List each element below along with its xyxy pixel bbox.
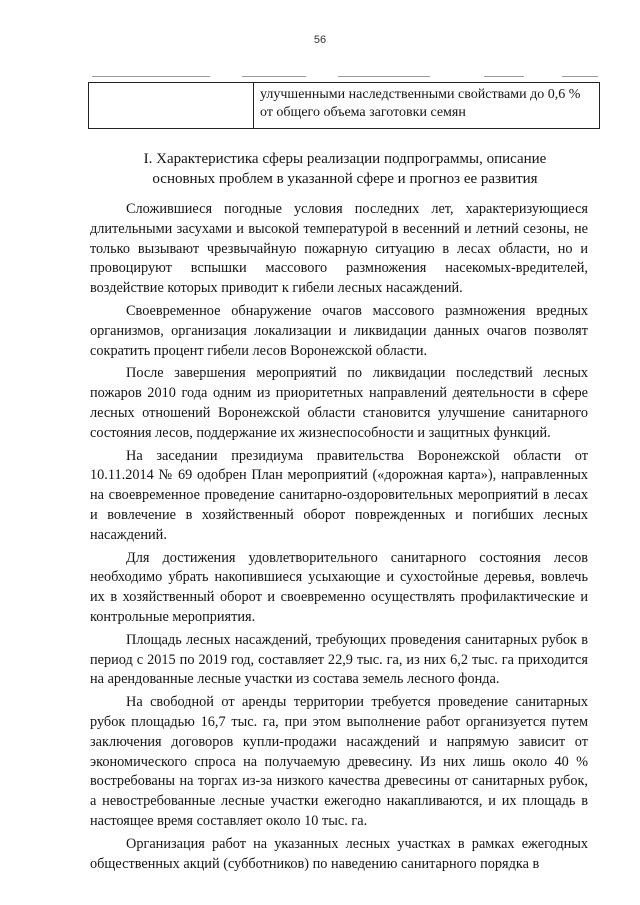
continued-table [88, 82, 600, 129]
table-row [89, 83, 600, 129]
table-cell-line: от общего объема заготовки семян [260, 105, 466, 120]
paragraph: На свободной от аренды территории требуется проведение санитарных рубок площадью 16,7 тыс. га, при этом выполнение работ организуется путем заключения договоров купли-продажи насаждений и напрямую зависит от экономического спроса на получаемую древесину. Из них лишь около 40 % востребованы на торгах из-за низкого качества древесины от санитарных рубок, а невостребованные лесные участки ежегодно накапливаются, и их площадь в настоящее время составляет около 10 тыс. га. [90, 694, 588, 829]
paragraph: Для достижения удовлетворительного санитарного состояния лесов необходимо убрать накопившиеся усыхающие и сухостойные деревья, вовлечь их в хозяйственный оборот и своевременно осуществлять профилактические и контрольные мероприятия. [90, 549, 588, 625]
paragraph: Своевременное обнаружение очагов массового размножения вредных организмов, организация локализации и ликвидации данных очагов позволят сократить процент гибели лесов Воронежской области. [90, 302, 588, 359]
scan-artifact-line [92, 76, 598, 78]
body-text [90, 200, 588, 874]
table-cell-empty [89, 83, 254, 129]
page-number: 56 [313, 34, 327, 46]
paragraph: Организация работ на указанных лесных участках в рамках ежегодных общественных акций (субботников) по наведению санитарного порядка в [90, 835, 588, 872]
section-title-line: основных проблем в указанной сфере и прогноз ее развития [152, 171, 538, 187]
paragraph: Сложившиеся погодные условия последних лет, характеризующиеся длительными засухами и высокой температурой в весенний и летний сезоны, не только вызывают чрезвычайную пожарную ситуацию в лесах области, но и провоцируют вспышки массового размножения насекомых-вредителей, воздействие которых приводит к гибели лесных насаждений. [90, 201, 588, 297]
paragraph: После завершения мероприятий по ликвидации последствий лесных пожаров 2010 года одним из приоритетных направлений деятельности в сфере лесных отношений Воронежской области становится улучшение санитарного состояния лесов, поддержание их жизнеспособности и защитных функций. [90, 365, 588, 441]
paragraph: На заседании президиума правительства Воронежской области от 10.11.2014 № 69 одобрен План мероприятий («дорожная карта»), направленных на своевременное проведение санитарно-оздоровительных мероприятий в лесах и вовлечение в хозяйственный оборот поврежденных и погибших лесных насаждений. [90, 447, 588, 543]
table-cell-text [254, 83, 600, 129]
table-cell-line: улучшенными наследственными свойствами до 0,6 % [260, 87, 581, 102]
paragraph: Площадь лесных насаждений, требующих проведения санитарных рубок в период с 2015 по 2019 год, составляет 22,9 тыс. га, из них 6,2 тыс. га приходится на арендованные лесные участки из состава земель лесного фонда. [90, 631, 588, 688]
section-title-line: I. Характеристика сферы реализации подпрограммы, описание [143, 151, 547, 167]
section-title [90, 149, 600, 189]
